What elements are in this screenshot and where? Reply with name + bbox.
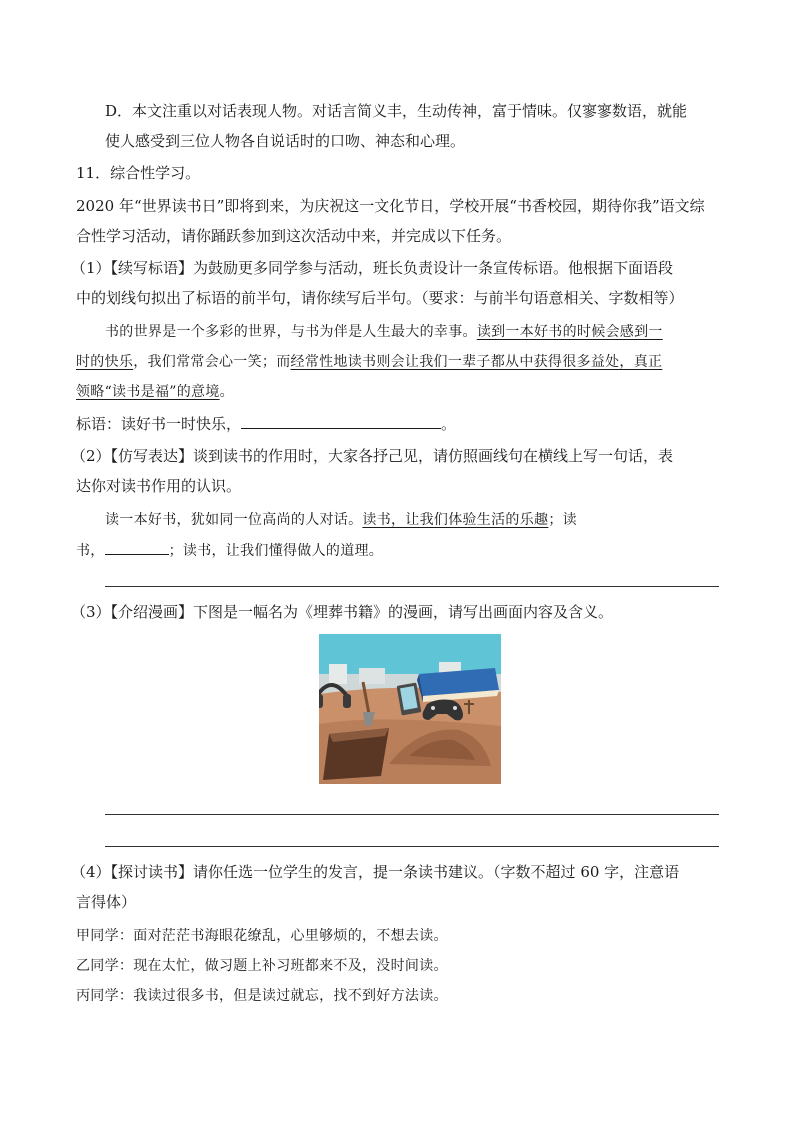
answer-line[interactable]	[105, 586, 719, 587]
task1-passage-line1	[105, 322, 663, 342]
option-d-line2: 使人感受到三位人物各自说话时的口吻、神态和心理。	[105, 132, 466, 150]
student-bing-statement: 丙同学：我读过很多书，但是读过就忘，找不到好方法读。	[76, 988, 448, 1004]
task1-passage-line3	[76, 382, 234, 402]
task2-passage-line2	[76, 540, 383, 561]
answer-line[interactable]	[105, 846, 719, 847]
q11-intro-line2: 合性学习活动，请你踊跃参加到这次活动中来，并完成以下任务。	[76, 227, 512, 245]
passage-text: ；读	[548, 512, 577, 528]
task4-prompt-line2: 言得体）	[76, 893, 137, 911]
task1-prompt-line1: （1）【续写标语】为鼓励更多同学参与活动，班长负责设计一条宣传标语。他根据下面语段	[71, 259, 674, 277]
task2-prompt-line1: （2）【仿写表达】谈到读书的作用时，大家各抒己见，请仿照画线句在横线上写一句话，表	[71, 447, 674, 465]
slogan-answer-blank[interactable]	[241, 414, 441, 429]
cartoon-illustration	[319, 634, 501, 784]
task2-prompt-line2: 达你对读书作用的认识。	[76, 477, 242, 495]
passage-text: 。	[219, 384, 234, 400]
passage-text: 书，	[76, 543, 105, 559]
passage-text: 读一本好书，犹如同一位高尚的人对话。	[105, 512, 363, 528]
passage-text: 书的世界是一个多彩的世界，与书为伴是人生最大的幸事。	[105, 324, 477, 340]
underlined-sentence: 领略“读书是福”的意境	[76, 384, 220, 400]
passage-text: ，我们常常会心一笑；而	[133, 354, 291, 370]
q11-title: 11．综合性学习。	[76, 164, 201, 182]
task2-passage-line1	[105, 510, 577, 530]
slogan-prefix: 标语：读好书一时快乐，	[76, 415, 242, 433]
answer-line[interactable]	[105, 814, 719, 815]
task3-prompt-line1: （3）【介绍漫画】下图是一幅名为《埋葬书籍》的漫画，请写出画面内容及含义。	[71, 603, 614, 621]
underlined-sentence: 经常性地读书则会让我们一辈子都从中获得很多益处，真正	[290, 354, 663, 370]
student-jia-statement: 甲同学：面对茫茫书海眼花缭乱，心里够烦的，不想去读。	[76, 928, 448, 944]
cartoon-burying-books	[319, 634, 501, 784]
imitation-answer-blank[interactable]	[105, 540, 169, 555]
slogan-line	[76, 414, 456, 434]
task1-passage-line2	[76, 352, 662, 372]
task1-prompt-line2: 中的划线句拟出了标语的前半句，请你续写后半句。（要求：与前半句语意相关、字数相等）	[76, 289, 684, 307]
task4-prompt-line1: （4）【探讨读书】请你任选一位学生的发言，提一条读书建议。（字数不超过 60 字，注意语	[71, 863, 680, 881]
underlined-sentence: 读到一本好书的时候会感到一	[476, 324, 663, 340]
underlined-sentence: 读书，让我们体验生活的乐趣	[362, 512, 549, 528]
student-yi-statement: 乙同学：现在太忙，做习题上补习班都来不及，没时间读。	[76, 958, 448, 974]
passage-text: ；读书，让我们懂得做人的道理。	[168, 543, 384, 559]
option-d-line1: D．本文注重以对话表现人物。对话言简义丰，生动传神，富于情味。仅寥寥数语，就能	[105, 102, 688, 120]
q11-intro-line1: 2020 年“世界读书日”即将到来，为庆祝这一文化节日，学校开展“书香校园，期待你我”语文综	[76, 197, 705, 215]
underlined-sentence: 时的快乐	[76, 354, 134, 370]
slogan-end: 。	[441, 415, 457, 433]
